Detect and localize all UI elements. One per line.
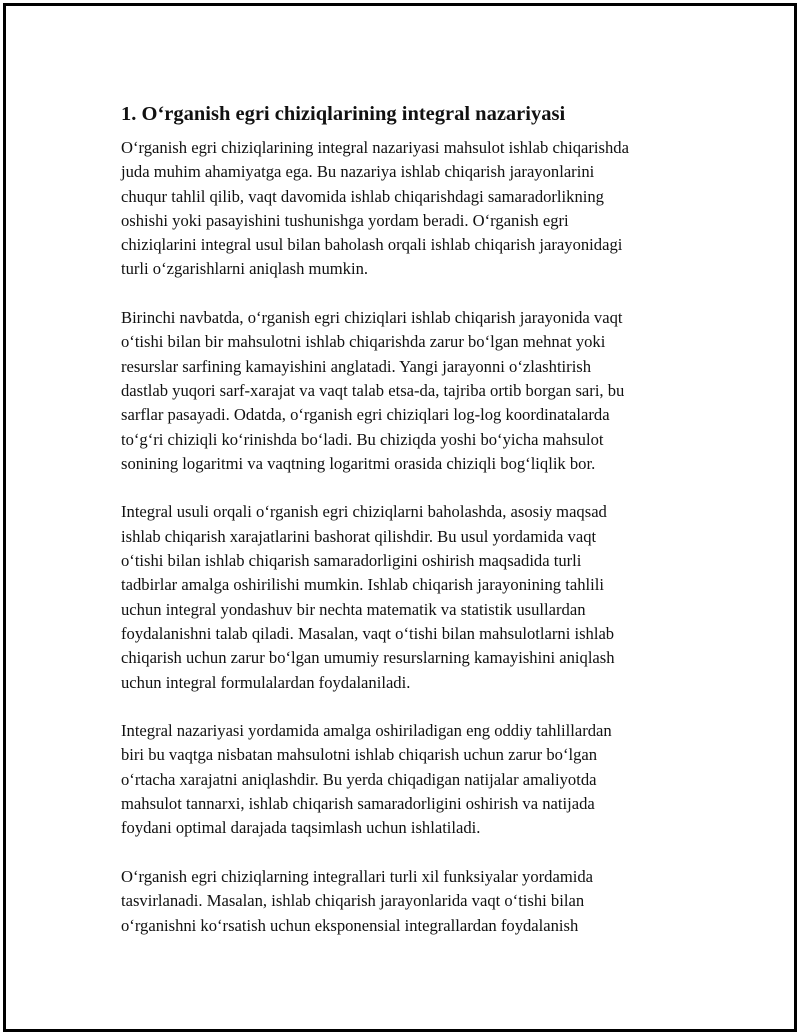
text-line: to‘g‘ri chiziqli ko‘rinishda bo‘ladi. Bu chiziqda yoshi bo‘yicha mahsulot	[121, 429, 604, 449]
text-line: o‘tishi bilan bir mahsulotni ishlab chiqarishda zarur bo‘lgan mehnat yoki	[121, 332, 606, 352]
text-line: o‘tishi bilan ishlab chiqarish samaradorligini oshirish maqsadida turli	[121, 551, 582, 571]
text-line: Birinchi navbatda, o‘rganish egri chiziqlari ishlab chiqarish jarayonida vaqt	[121, 308, 623, 328]
document-body	[121, 102, 693, 962]
text-line: O‘rganish egri chiziqlarning integrallari turli xil funksiyalar yordamida	[121, 866, 594, 886]
text-line: sonining logaritmi va vaqtning logaritmi orasida chiziqli bog‘liqlik bor.	[121, 453, 596, 473]
text-line: foydani optimal darajada taqsimlash uchun ishlatiladi.	[121, 818, 481, 838]
text-line: uchun integral yondashuv bir nechta matematik va statistik usullardan	[121, 599, 586, 619]
text-line: chiziqlarini integral usul bilan baholash orqali ishlab chiqarish jarayonidagi	[121, 235, 623, 255]
text-line: biri bu vaqtga nisbatan mahsulotni ishlab chiqarish uchun zarur bo‘lgan	[121, 745, 598, 765]
text-line: juda muhim ahamiyatga ega. Bu nazariya ishlab chiqarish jarayonlarini	[121, 162, 595, 182]
text-line: dastlab yuqori sarf-xarajat va vaqt talab etsa-da, tajriba ortib borgan sari, bu	[121, 380, 625, 400]
text-line: chuqur tahlil qilib, vaqt davomida ishlab chiqarishdagi samaradorlikning	[121, 186, 604, 206]
text-line: sarflar pasayadi. Odatda, o‘rganish egri chiziqlari log-log koordinatalarda	[121, 405, 610, 425]
text-line: Integral nazariyasi yordamida amalga oshiriladigan eng oddiy tahlillardan	[121, 721, 612, 741]
paragraph-1	[121, 136, 693, 282]
text-line: chiqarish uchun zarur bo‘lgan umumiy resurslarning kamayishini aniqlash	[121, 648, 615, 668]
text-line: uchun integral formulalardan foydalaniladi.	[121, 672, 411, 692]
paragraph-5	[121, 865, 693, 938]
paragraph-2	[121, 306, 693, 476]
page-frame	[3, 3, 797, 1032]
paragraph-4	[121, 719, 693, 840]
text-line: turli o‘zgarishlarni aniqlash mumkin.	[121, 259, 369, 279]
paragraph-3	[121, 500, 693, 694]
text-line: ishlab chiqarish xarajatlarini bashorat qilishdir. Bu usul yordamida vaqt	[121, 526, 597, 546]
text-line: o‘rtacha xarajatni aniqlashdir. Bu yerda chiqadigan natijalar amaliyotda	[121, 769, 597, 789]
text-line: Integral usuli orqali o‘rganish egri chiziqlarni baholashda, asosiy maqsad	[121, 502, 607, 522]
text-line: o‘rganishni ko‘rsatish uchun eksponensial integrallardan foydalanish	[121, 915, 579, 935]
text-line: foydalanishni talab qiladi. Masalan, vaqt o‘tishi bilan mahsulotlarni ishlab	[121, 623, 615, 643]
text-line: mahsulot tannarxi, ishlab chiqarish samaradorligini oshirish va natijada	[121, 794, 595, 814]
text-line: oshishi yoki pasayishini tushunishga yordam beradi. O‘rganish egri	[121, 210, 569, 230]
text-line: O‘rganish egri chiziqlarining integral nazariyasi mahsulot ishlab chiqarishda	[121, 138, 629, 157]
text-line: resurslar sarfining kamayishini anglatadi. Yangi jarayonni o‘zlashtirish	[121, 356, 592, 376]
text-line: tasvirlanadi. Masalan, ishlab chiqarish jarayonlarida vaqt o‘tishi bilan	[121, 891, 585, 911]
section-heading: 1. O‘rganish egri chiziqlarining integral nazariyasi	[121, 103, 566, 125]
text-line: tadbirlar amalga oshirilishi mumkin. Ishlab chiqarish jarayonining tahlili	[121, 575, 604, 595]
